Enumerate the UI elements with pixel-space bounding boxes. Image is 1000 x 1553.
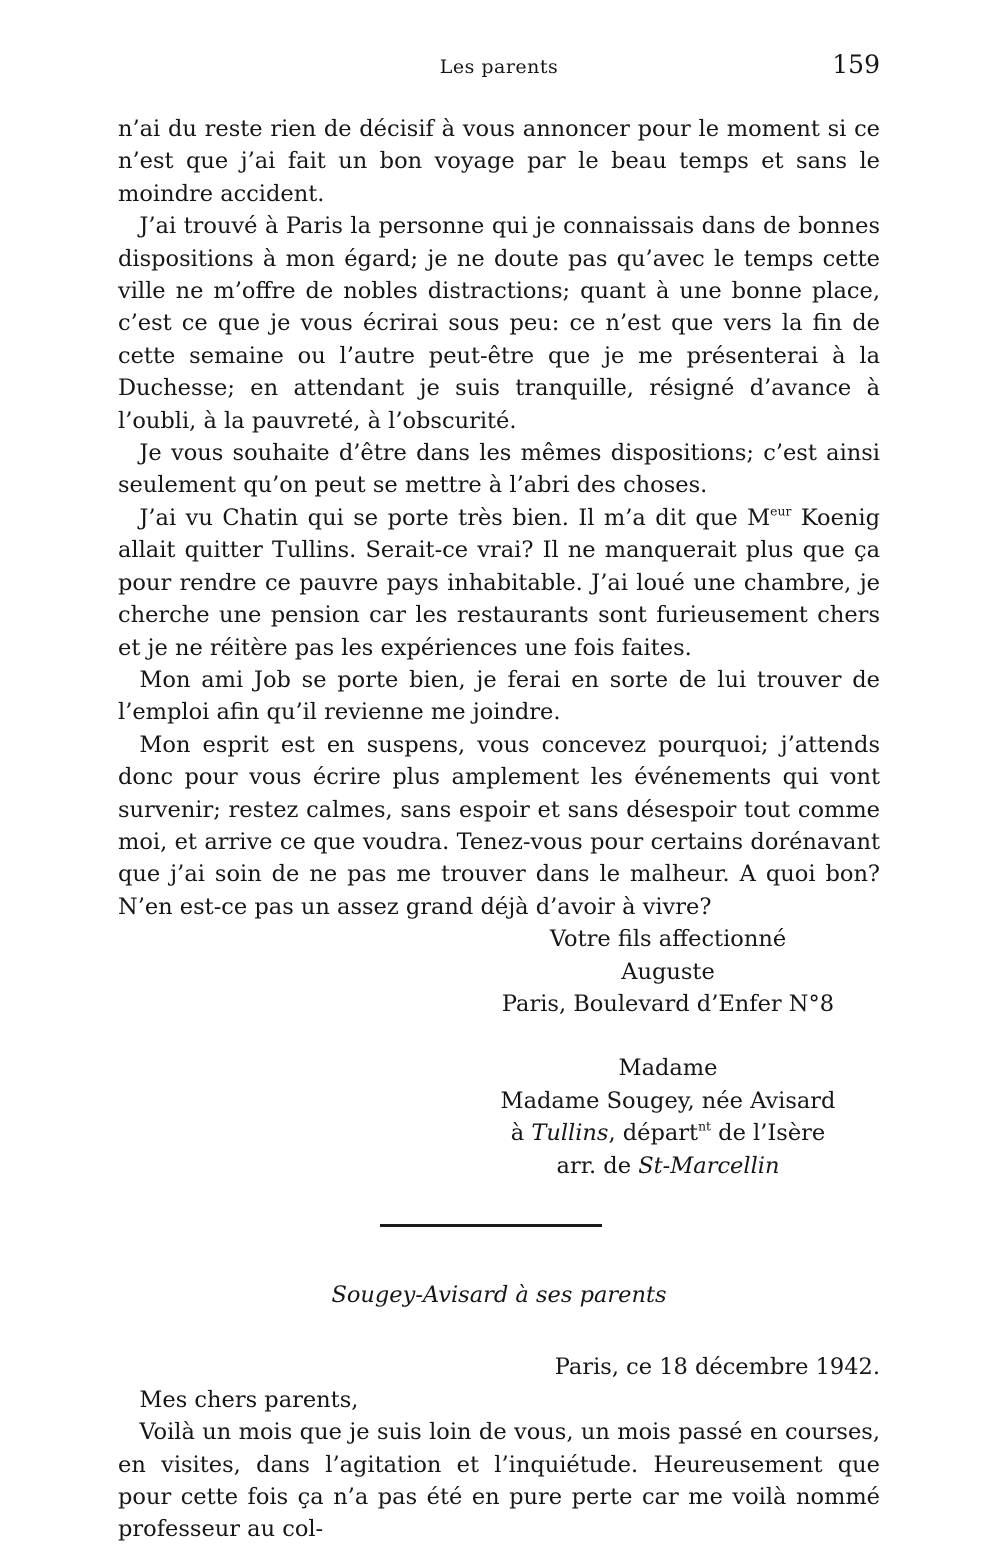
address-text: , départ: [608, 1120, 699, 1147]
paragraph-text: J’ai vu Chatin qui se porte très bien. Il m’a dit que M: [139, 504, 771, 531]
page-number: 159: [832, 50, 880, 79]
paragraph: n’ai du reste rien de décisif à vous annoncer pour le moment si ce n’est que j’ai fait un bon voyage par le beau temps et sans le moindre accident.: [118, 116, 880, 207]
signature-name: Auguste: [621, 958, 715, 985]
address-line: Madame: [618, 1055, 718, 1082]
abbreviation-superscript: nt: [698, 1119, 712, 1134]
signature-closing: Votre fils affectionné: [549, 926, 787, 953]
address-line: [458, 1150, 878, 1182]
address-text: à: [510, 1120, 532, 1147]
paragraph-text: Koenig allait quitter Tullins. Serait-ce vrai? Il ne manquerait plus que ça pour rendre ce pauvre pays inhabitable. J’ai loué une chambre, je cherche une pension car les restaurants sont furieusement chers et je ne réitère pas les expériences une fois faites.: [118, 504, 881, 661]
abbreviation-superscript: eur: [770, 504, 792, 519]
salutation: Mes chers parents,: [139, 1386, 359, 1413]
recipient-address: [458, 1052, 878, 1182]
signature-address: Paris, Boulevard d’Enfer N°8: [501, 990, 835, 1017]
town-name: Tullins: [531, 1120, 609, 1147]
address-text: arr. de: [556, 1152, 639, 1179]
section-title: Sougey-Avisard à ses parents: [331, 1281, 667, 1308]
address-text: de l’Isère: [711, 1120, 826, 1147]
page-header: [118, 50, 880, 86]
paragraph: J’ai trouvé à Paris la personne qui je connaissais dans de bonnes dispositions à mon égard; je ne doute pas qu’avec le temps cette ville ne m’offre de nobles distractions; quant à une bonne place, c’est ce que je vous écrirai sous peu: ce n’est que vers la fin de cette semaine ou l’autre peut-être que je me présenterai à la Duchesse; en attendant je suis tranquille, résigné d’avance à l’oubli, à la pauvreté, à l’obscurité.: [118, 213, 880, 434]
paragraph: Mon ami Job se porte bien, je ferai en sorte de lui trouver de l’emploi afin qu’il revienne me joindre.: [118, 666, 880, 726]
paragraph: Mon esprit est en suspens, vous concevez pourquoi; j’attends donc pour vous écrire plus amplement les événements qui vont survenir; restez calmes, sans espoir et sans désespoir tout comme moi, et arrive ce que voudra. Tenez-vous pour certains dorénavant que j’ai soin de ne pas me trouver dans le malheur. A quoi bon? N’en est-ce pas un assez grand déjà d’avoir à vivre?: [118, 731, 880, 920]
address-line: Madame Sougey, née Avisard: [500, 1087, 836, 1114]
paragraph: Voilà un mois que je suis loin de vous, un mois passé en courses, en visites, dans l’agitation et l’inquiétude. Heureusement que pour cette fois ça n’a pas été en pure perte car me voilà nommé professeur au col-: [118, 1419, 880, 1543]
section-divider: [380, 1224, 602, 1227]
dateline: Paris, ce 18 décembre 1942.: [554, 1354, 880, 1381]
running-title: Les parents: [439, 56, 559, 78]
body-text: [118, 113, 880, 1546]
town-name: St-Marcellin: [638, 1152, 780, 1179]
address-line: [458, 1117, 878, 1149]
signature-block: [458, 923, 878, 1020]
paragraph: [118, 502, 880, 664]
paragraph: Je vous souhaite d’être dans les mêmes dispositions; c’est ainsi seulement qu’on peut se mettre à l’abri des choses.: [118, 440, 880, 499]
